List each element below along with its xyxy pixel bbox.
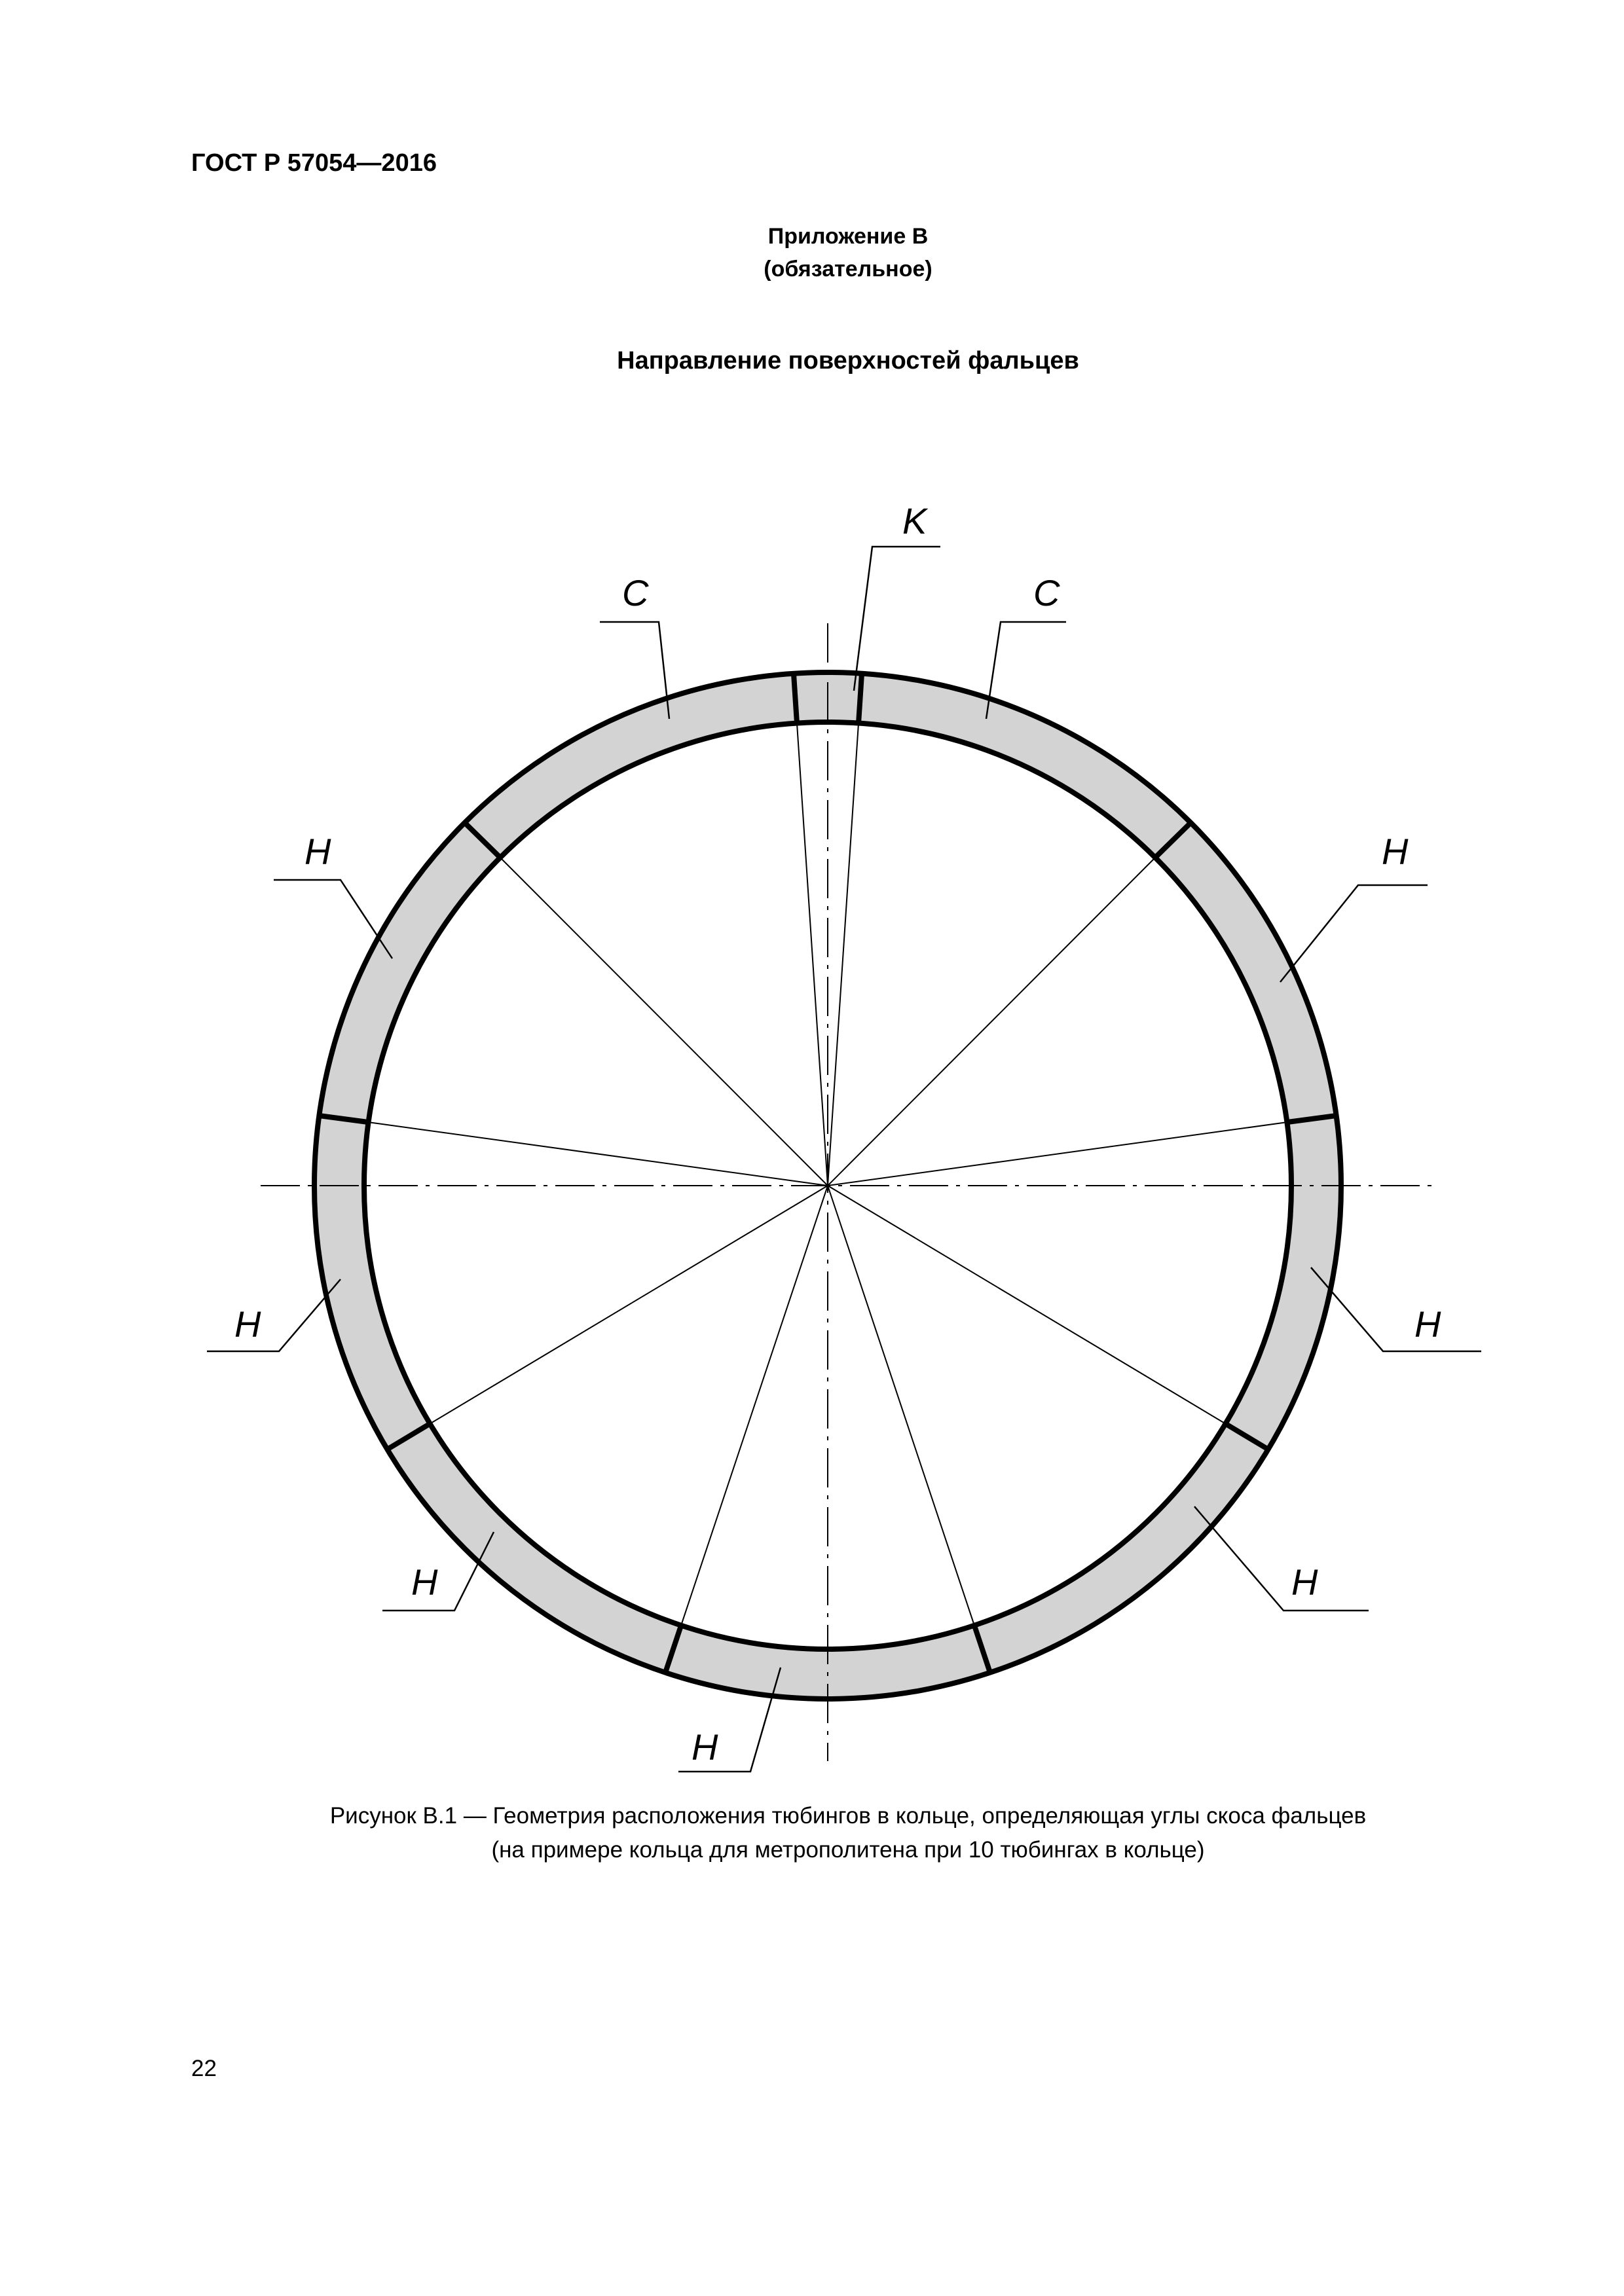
page-number: 22 [191, 2056, 217, 2081]
label-normal-upper-left: H [304, 831, 331, 872]
document-code: ГОСТ Р 57054—2016 [191, 149, 437, 177]
label-normal-lower-left: H [411, 1561, 438, 1603]
figure-caption-line1: Рисунок В.1 — Геометрия расположения тюбингов в кольце, определяющая углы скоса фальцев [329, 1803, 1367, 1829]
section-title: Направление поверхностей фальцев [617, 347, 1079, 374]
label-normal-mid-right: H [1414, 1303, 1441, 1345]
label-normal-mid-left: H [234, 1303, 261, 1345]
label-contiguous-right: C [1033, 572, 1060, 613]
label-normal-upper-right: H [1382, 831, 1409, 872]
annex-title: Приложение В [767, 224, 929, 249]
label-key-segment: K [902, 500, 927, 541]
annex-type: (обязательное) [764, 257, 932, 282]
label-normal-bottom: H [692, 1726, 718, 1768]
label-contiguous-left: C [622, 572, 649, 613]
figure-caption-line2: (на примере кольца для метрополитена при 10 тюбингах в кольце) [491, 1837, 1205, 1863]
label-normal-lower-right: H [1291, 1561, 1318, 1603]
